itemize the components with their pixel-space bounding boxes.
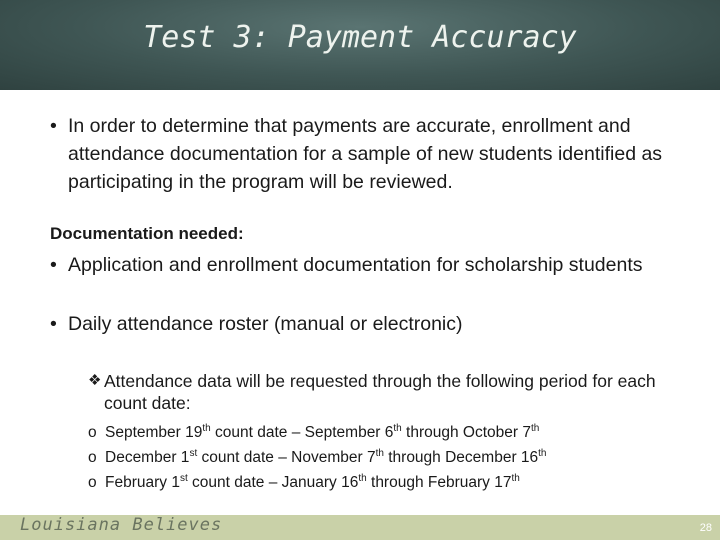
slide-title: Test 3: Payment Accuracy: [143, 20, 577, 55]
count-period-text: February 1st count date – January 16th through February 17th: [105, 472, 520, 491]
documentation-heading: Documentation needed:: [50, 224, 244, 243]
bullet-icon: •: [50, 254, 57, 276]
count-period-item: [88, 424, 539, 442]
count-period-item: [88, 474, 520, 492]
circle-bullet-icon: o: [88, 424, 97, 441]
bullet-icon: •: [50, 115, 57, 137]
bullet-icon: •: [50, 313, 57, 335]
intro-paragraph: [50, 112, 700, 196]
count-period-text: December 1st count date – November 7th through December 16th: [105, 447, 547, 466]
circle-bullet-icon: o: [88, 449, 97, 466]
intro-text: In order to determine that payments are accurate, enrollment and attendance documentation for a sample of new students identified as participating in the program will be reviewed.: [68, 115, 663, 193]
attendance-note-text: Attendance data will be requested through the following period for each count date:: [104, 371, 656, 413]
doc-item-text: Daily attendance roster (manual or electronic): [68, 313, 463, 335]
footer-bar: [0, 515, 720, 540]
count-period-text: September 19th count date – September 6th through October 7th: [105, 422, 540, 441]
diamond-bullet-icon: ❖: [88, 372, 102, 389]
circle-bullet-icon: o: [88, 474, 97, 491]
doc-item: [50, 252, 700, 279]
doc-item-text: Application and enrollment documentation for scholarship students: [68, 254, 643, 276]
brand-logo-text: Louisiana Believes: [20, 515, 223, 535]
header-bar: [0, 0, 720, 90]
doc-item: [50, 311, 700, 338]
count-period-item: [88, 449, 547, 467]
page-number: 28: [699, 522, 712, 534]
attendance-note: [88, 370, 688, 414]
